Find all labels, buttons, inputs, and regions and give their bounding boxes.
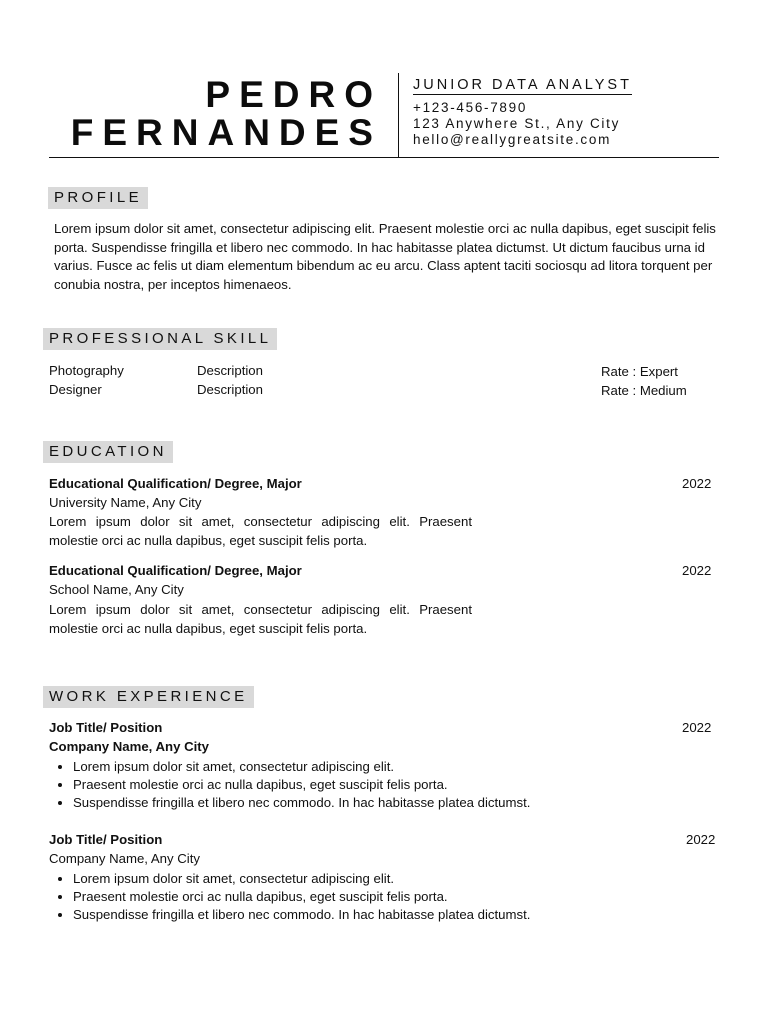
education-school: School Name, Any City	[49, 582, 184, 597]
skill-rate: Rate : Expert	[601, 364, 678, 379]
education-text: Lorem ipsum dolor sit amet, consectetur adipiscing elit. Praesent molestie orci ac nulla dapibus, eget suscipit felis porta.	[49, 602, 472, 636]
address: 123 Anywhere St., Any City	[413, 116, 621, 131]
list-item: • Lorem ipsum dolor sit amet, consectetur adipiscing elit.	[73, 870, 530, 888]
last-name: FERNANDES	[70, 112, 382, 153]
job-title-position: Job Title/ Position	[49, 720, 163, 735]
skill-description: Description	[197, 382, 263, 397]
education-school: University Name, Any City	[49, 495, 202, 510]
list-item: • Praesent molestie orci ac nulla dapibus, eget suscipit felis porta.	[73, 888, 530, 906]
education-text: Lorem ipsum dolor sit amet, consectetur adipiscing elit. Praesent molestie orci ac nulla dapibus, eget suscipit felis porta.	[49, 514, 472, 548]
phone: +123-456-7890	[413, 100, 528, 115]
email: hello@reallygreatsite.com	[413, 132, 612, 147]
skill-description: Description	[197, 363, 263, 378]
skill-name: Designer	[49, 382, 102, 397]
skill-name: Photography	[49, 363, 124, 378]
job-bullets	[49, 870, 530, 924]
profile-heading: PROFILE	[48, 187, 148, 209]
job-bullets	[49, 758, 530, 812]
company-name: Company Name, Any City	[49, 851, 200, 866]
job-title-position: Job Title/ Position	[49, 832, 163, 847]
education-year: 2022	[682, 476, 712, 491]
header-divider	[398, 73, 399, 157]
job-year: 2022	[686, 832, 716, 847]
profile-text: Lorem ipsum dolor sit amet, consectetur adipiscing elit. Praesent molestie orci ac nulla dapibus, eget suscipit felis porta. Suspendisse fringilla et libero nec commodo. In hac habitasse platea dictumst. Ut dictum faucibus urna id varius. Fusce ac felis ut diam elementum bibendum ac eu arcu. Class aptent taciti sociosqu ad litora torquent per conubia nostra, per inceptos himenaeos.	[54, 221, 716, 292]
list-item: • Suspendisse fringilla et libero nec commodo. In hac habitasse platea dictumst.	[73, 906, 530, 924]
work-heading: WORK EXPERIENCE	[43, 686, 254, 708]
education-qualification: Educational Qualification/ Degree, Major	[49, 563, 302, 578]
education-qualification: Educational Qualification/ Degree, Major	[49, 476, 302, 491]
skill-rate: Rate : Medium	[601, 383, 687, 398]
first-name: PEDRO	[205, 74, 382, 115]
company-name: Company Name, Any City	[49, 739, 209, 754]
header-rule	[49, 157, 719, 158]
skills-heading: PROFESSIONAL SKILL	[43, 328, 277, 350]
list-item: • Suspendisse fringilla et libero nec commodo. In hac habitasse platea dictumst.	[73, 794, 530, 812]
education-year: 2022	[682, 563, 712, 578]
list-item: • Praesent molestie orci ac nulla dapibus, eget suscipit felis porta.	[73, 776, 530, 794]
education-heading: EDUCATION	[43, 441, 173, 463]
job-title: JUNIOR DATA ANALYST	[413, 77, 632, 93]
list-item: • Lorem ipsum dolor sit amet, consectetur adipiscing elit.	[73, 758, 530, 776]
job-year: 2022	[682, 720, 712, 735]
